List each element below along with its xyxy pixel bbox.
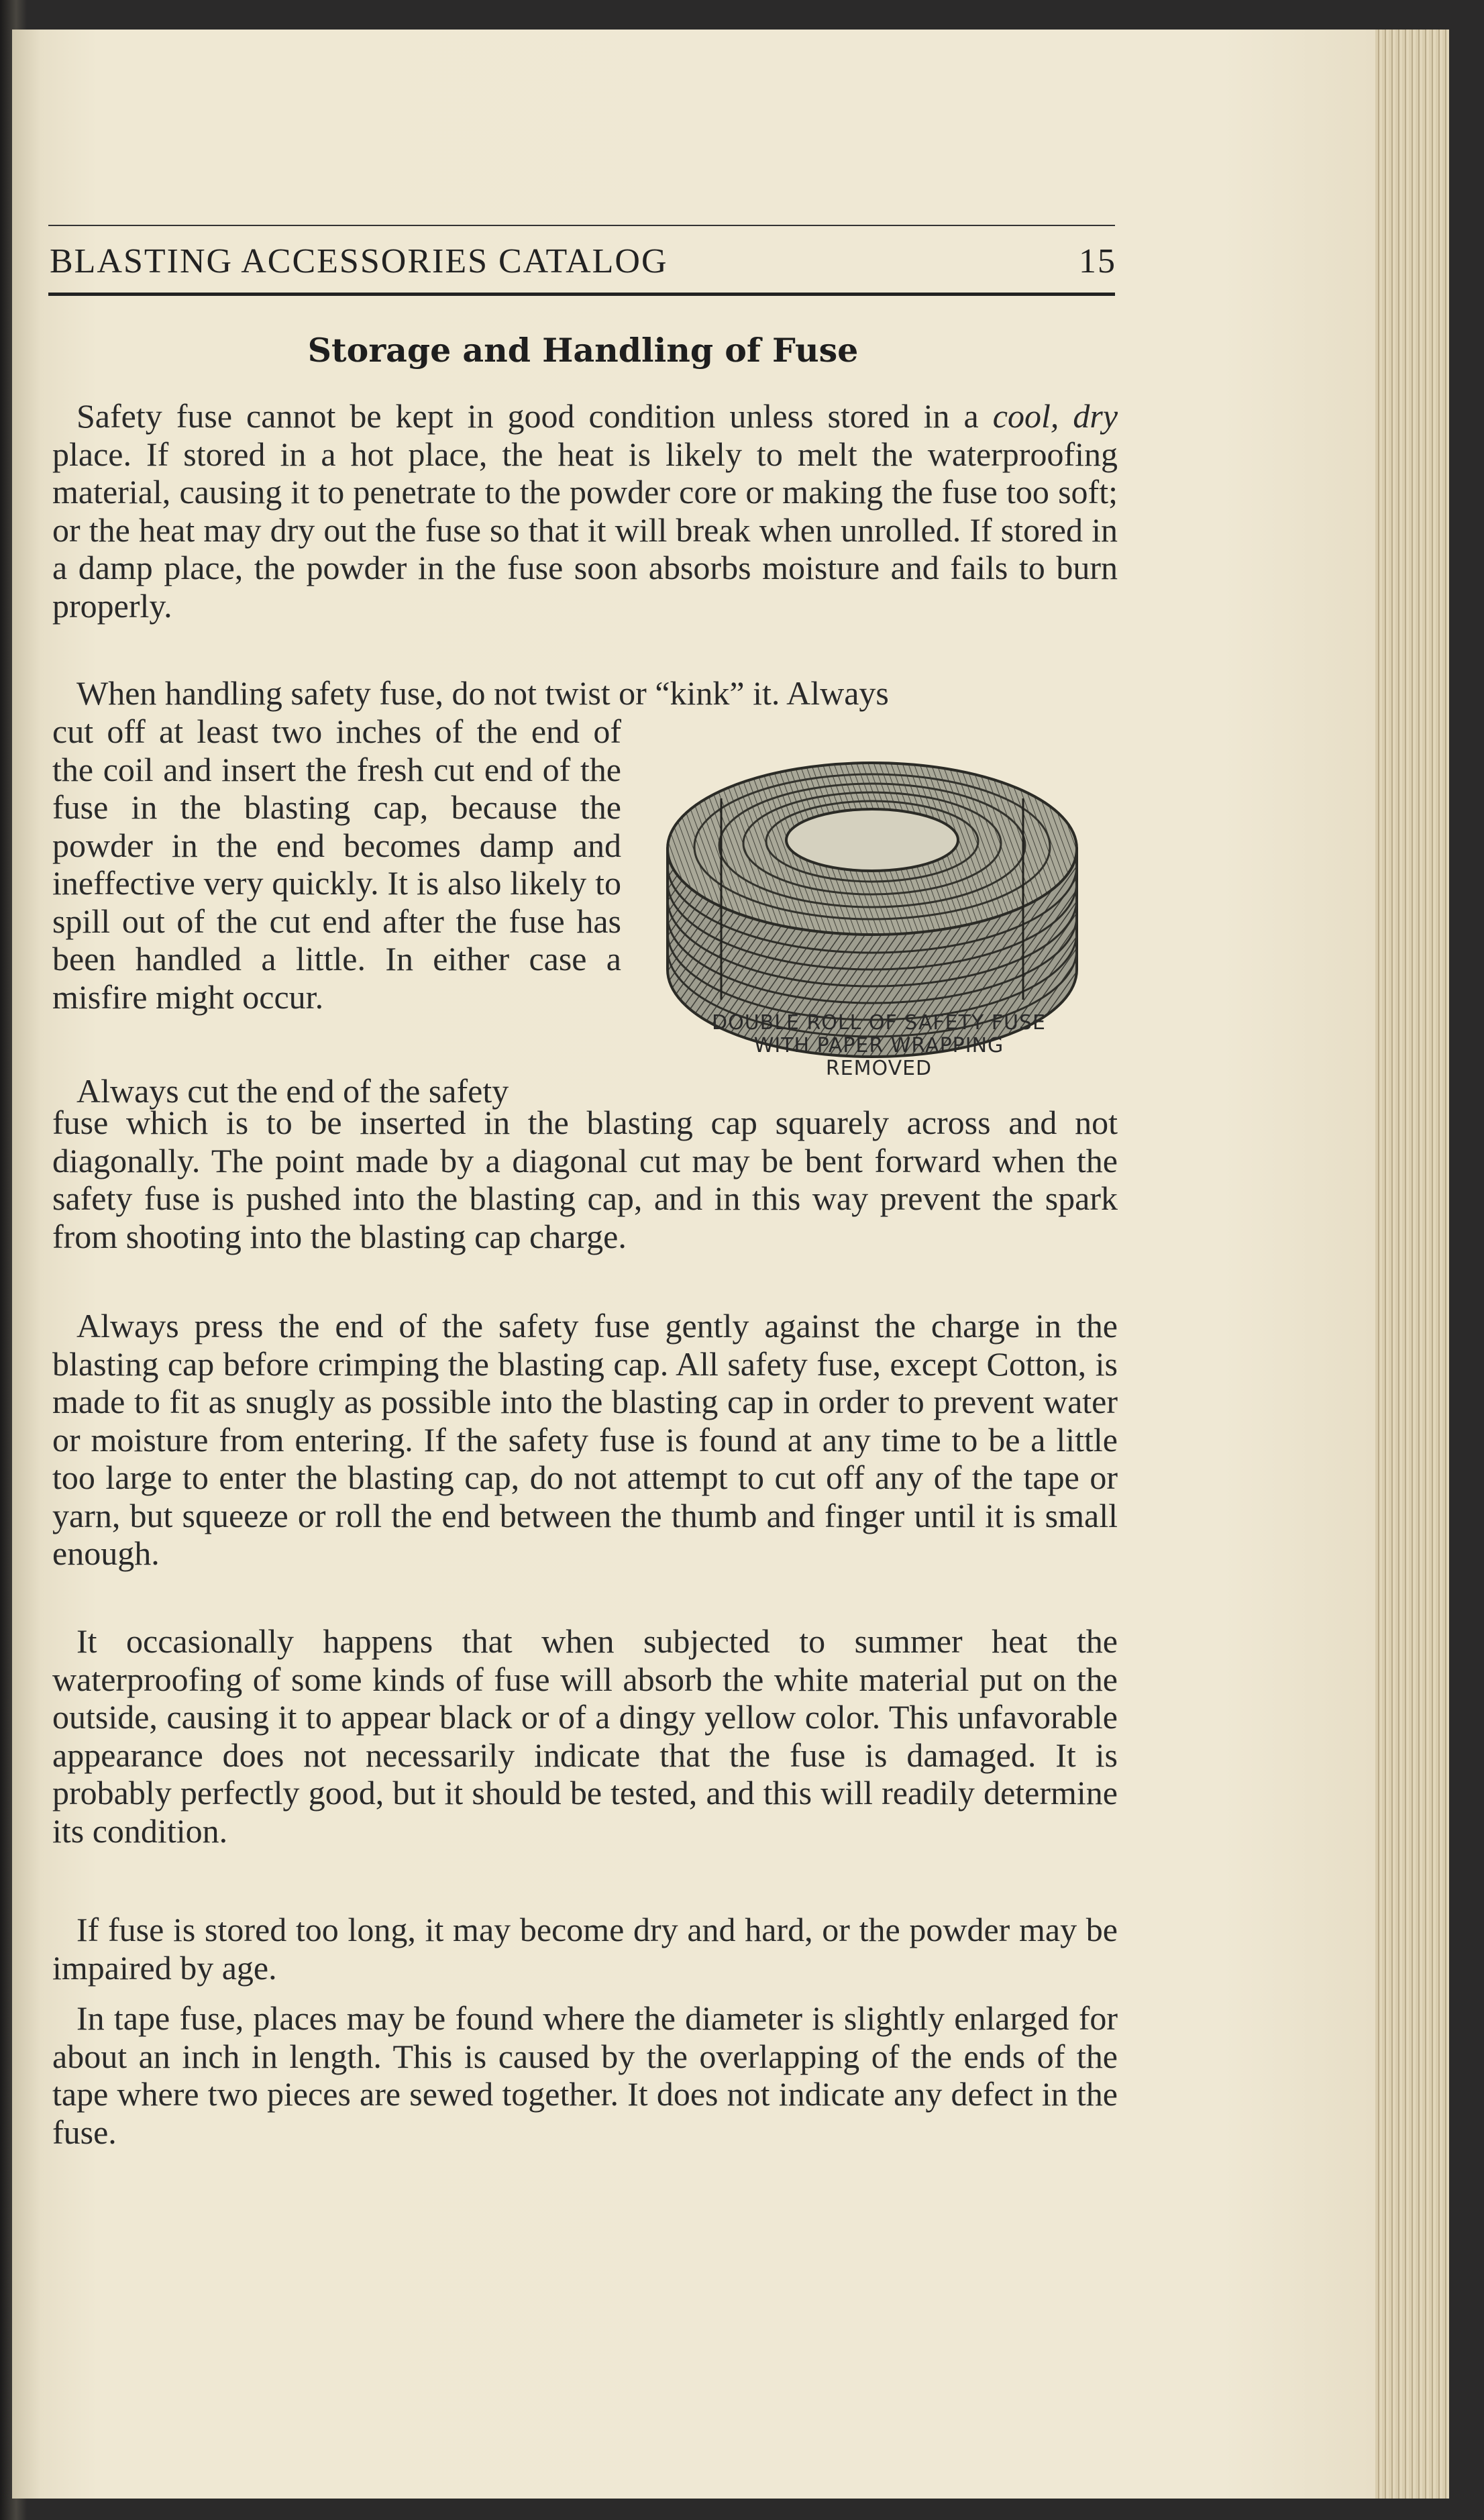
paragraph-cut-first-line: Always cut the end of the safety [76, 1072, 509, 1110]
paragraph-cut-squarely: fuse which is to be inserted in the blasting cap squarely across and not diagonally. The point made by a diagonal cut may be bent forward when the safety fuse is pushed into the blasting cap, and in this way prevent the spark from shooting into the blasting cap charge. [52, 1104, 1118, 1255]
section-title: Storage and Handling of Fuse [307, 331, 859, 370]
paragraph-crimping: Always press the end of the safety fuse gently against the charge in the blasting cap before crimping the blasting cap. All safety fuse, except Cotton, is made to fit as snugly as possible into the blasting cap in order to prevent water or moisture from entering. If the safety fuse is found at any time to be a little too large to enter the blasting cap, do not attempt to cut off any of the tape or yarn, but squeeze or roll the end between the thumb and finger until it is small enough. [52, 1307, 1118, 1572]
caption-line-3: REMOVED [825, 1057, 933, 1080]
paragraph-handling-first-line: When handling safety fuse, do not twist or “kink” it. Always [76, 674, 889, 712]
paragraph-age: If fuse is stored too long, it may become dry and hard, or the powder may be impaired by age. [52, 1911, 1118, 1987]
figure-caption [631, 1012, 1127, 1080]
paragraph-summer-heat: It occasionally happens that when subjected to summer heat the waterproofing of some kinds of fuse will absorb the white material put on the outside, causing it to appear black or of a dingy yellow color. This unfavorable appearance does not necessarily indicate that the fuse is damaged. It is probably perfectly good, but it should be tested, and this will readily determine its condition. [52, 1622, 1118, 1850]
running-head [50, 242, 1116, 281]
emphasis-cool-dry: cool, dry [992, 397, 1118, 435]
header-rule-bottom [48, 293, 1115, 296]
caption-line-2: WITH PAPER WRAPPING [753, 1034, 1004, 1057]
header-rule-top [48, 225, 1115, 226]
running-head-title: BLASTING ACCESSORIES CATALOG [50, 242, 668, 280]
caption-line-1: DOUBLE ROLL OF SAFETY FUSE [711, 1011, 1047, 1035]
page-number: 15 [1079, 242, 1116, 280]
paragraph-tape-fuse: In tape fuse, places may be found where the diameter is slightly enlarged for about an inch in length. This is caused by the overlapping of the ends of the tape where two pieces are sewed together. It does not indicate any defect in the fuse. [52, 1999, 1118, 2151]
paragraph-storage: Safety fuse cannot be kept in good condition unless stored in a cool, dry place. If stored in a hot place, the heat is likely to melt the waterproofing material, causing it to penetrate to the powder core or making the fuse too soft; or the heat may dry out the fuse so that it will break when unrolled. If stored in a damp place, the powder in the fuse soon absorbs moisture and fails to burn properly. [52, 397, 1118, 625]
paragraph-handling-wrap: cut off at least two inches of the end of the coil and insert the fresh cut end of the fuse in the blasting cap, because the powder in the end becomes damp and ineffective very quickly. It is also likely to spill out of the cut end after the fuse has been handled a little. In either case a misfire might occur. [52, 713, 621, 1016]
page-edges [1375, 30, 1449, 2499]
